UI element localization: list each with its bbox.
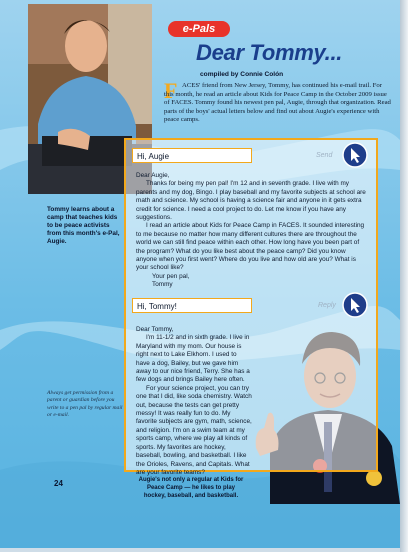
letter2-paragraph: For your science project, you can try one that I did, like soda chemistry. Watch out, because the tests can get pretty messy! It was really fun to do. My favorite subjects are gym, math, science, and religion. I'm on a swim team at my sports camp, where we play all kinds of sports. My favorites are hockey, baseball, bowling, and basketball. I like the Orioles, Ravens, and Capitals. What are your favorite teams? (136, 384, 252, 476)
intro-paragraph (164, 78, 392, 125)
letter1-paragraph: I read an article about Kids for Peace Camp in FACES. It sounded interesting to me because no matter how many different cultures there are throughout the world we can still find peace within each other. How long have you been part of the program? What do you like best about the peace camp? Did you know anyone when you first went? Where do you live and how old are you? What is your school like? (136, 222, 365, 272)
drop-cap: F (164, 78, 178, 103)
letter2-body (136, 326, 252, 477)
caption-bottom: Augie's not only a regular at Kids for Peace Camp — he likes to play hockey, baseball, and basketball. (138, 477, 244, 499)
section-tag: e-Pals (168, 21, 230, 37)
send-label: Send (316, 152, 333, 159)
caption-left: Tommy learns about a camp that teaches kids to be peace activists from this month's e-Pal, Augie. (47, 206, 120, 245)
page-number: 24 (54, 479, 63, 488)
permission-note: Always get permission from a parent or guardian before you write to a pen pal by regular mail or e-mail. (47, 390, 123, 419)
page-edge (400, 0, 408, 552)
letter2-subject: Hi, Tommy! (132, 298, 252, 313)
send-cursor-icon[interactable] (342, 142, 368, 168)
letter1-subject: Hi, Augie (132, 148, 252, 163)
letter2-greeting: Dear Tommy, (136, 326, 174, 333)
letter1-closing: Your pen pal, (152, 272, 190, 280)
headline: Dear Tommy... (196, 40, 343, 65)
letter1-body (136, 172, 368, 290)
intro-text: ACES' friend from New Jersey, Tommy, has continued his e-mail trail. For this month, he read an article about Kids for Peace Camp in the October 2009 issue of FACES. Tommy found his newest pen pal, Augie, through that organization. Read parts of the boys' actual letters below and find out about Augie's experience with peace camps. (164, 82, 391, 124)
byline: compiled by Connie Colón (200, 71, 284, 78)
letter1-signature: Tommy (152, 281, 173, 289)
letter2-paragraph: I'm 11-1/2 and in sixth grade. I live in Maryland with my mom. Our house is right next to Lake Elkhorn. I used to have a dog, Bailey, but we gave him away to our nice friend, Terry. She has a few dogs and brings Bailey here often. (136, 334, 250, 384)
letter1-greeting: Dear Augie, (136, 172, 170, 179)
reply-label: Reply (318, 302, 336, 309)
letter1-paragraph: Thanks for being my pen pal! I'm 12 and in seventh grade. I live with my parents and my dog, Bingo. I play baseball and my favorite subjects at school are math and science. My school is having a science fair and anyone in it gets extra credit for science. I need a cool project to do. Let me know if you have any suggestions. (136, 180, 366, 222)
reply-cursor-icon[interactable] (342, 292, 368, 318)
